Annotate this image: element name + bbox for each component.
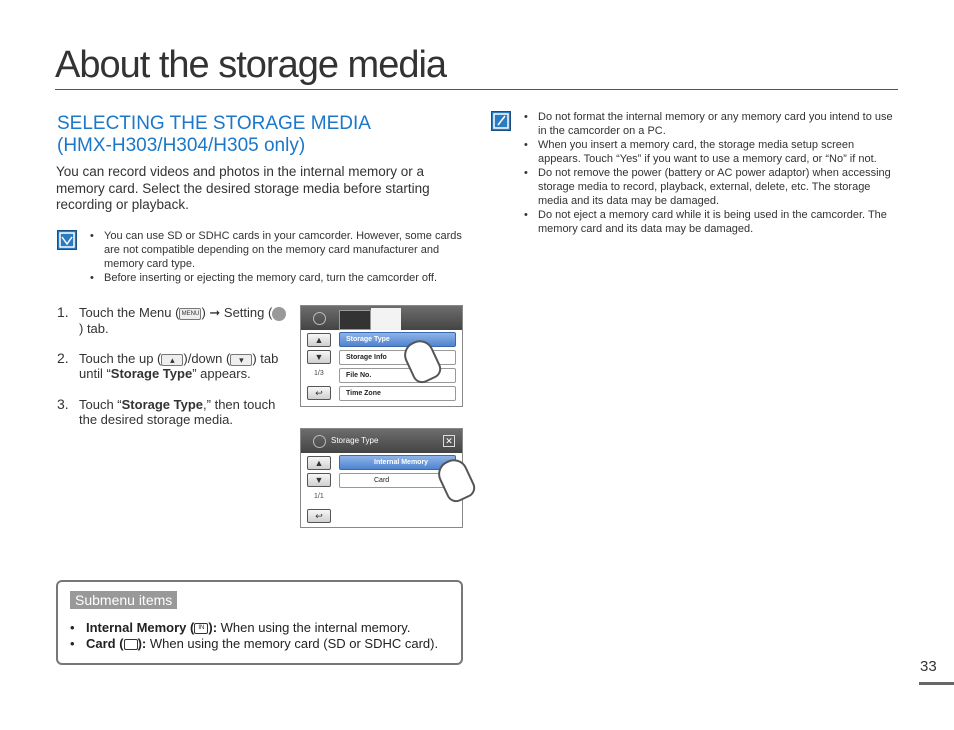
down-arrow-icon <box>230 354 252 366</box>
tab-display[interactable] <box>339 310 371 330</box>
down-arrow-button[interactable]: ▼ <box>307 473 331 487</box>
menu-row-time-zone[interactable]: Time Zone <box>339 386 456 401</box>
title-rule <box>55 89 898 90</box>
card-icon <box>124 639 138 650</box>
note-check-icon <box>57 230 77 250</box>
back-button[interactable]: ↩ <box>307 509 331 523</box>
menu-row-file-no[interactable]: File No. <box>339 368 456 383</box>
step-text: Touch the up (▴ )/down (▾ ) tab until “Storage Type” appears. <box>79 351 289 381</box>
step-number: 2. <box>57 350 69 366</box>
section-heading-line1: SELECTING THE STORAGE MEDIA <box>57 113 371 134</box>
note1-item: • Before inserting or ejecting the memory card, turn the camcorder off. <box>88 271 463 285</box>
close-icon[interactable]: ✕ <box>443 435 455 447</box>
down-arrow-button[interactable]: ▼ <box>307 350 331 364</box>
settings-gear-icon <box>313 312 326 325</box>
menu-icon: MENU <box>179 308 201 320</box>
note1-list <box>88 229 463 285</box>
note1-item: • You can use SD or SDHC cards in your camcorder. However, some cards are not compatible depending on the memory card manufacturer and memory card type. <box>88 229 463 271</box>
settings-gear-icon <box>272 307 286 321</box>
menu-row-storage-type[interactable]: Storage Type <box>339 332 456 347</box>
menu-row-storage-info[interactable]: Storage Info <box>339 350 456 365</box>
page-indicator: 1/1 <box>314 493 324 500</box>
camcorder-screen-storage-type <box>300 428 463 528</box>
section-heading <box>57 113 371 157</box>
step-text: Touch “Storage Type,” then touch the desired storage media. <box>79 397 276 427</box>
up-arrow-button[interactable]: ▲ <box>307 456 331 470</box>
page-number: 33 <box>920 658 937 675</box>
internal-memory-icon: IN <box>194 623 208 634</box>
submenu-list <box>70 620 438 652</box>
note-pencil-icon <box>491 111 511 131</box>
submenu-item-internal-memory: • Internal Memory ( IN ): When using the internal memory. <box>70 620 438 636</box>
page-indicator: 1/3 <box>314 370 324 377</box>
tab-settings[interactable] <box>371 308 401 330</box>
step-number: 3. <box>57 396 69 412</box>
up-arrow-icon <box>161 354 183 366</box>
step-text: Touch the Menu ( MENU ) ➞ Setting () tab. <box>79 305 289 336</box>
settings-gear-icon <box>313 435 326 448</box>
note2-item: • Do not remove the power (battery or AC power adaptor) when accessing storage media to record, playback, external, delete, etc. The storage media and its data may be damaged. <box>522 166 896 208</box>
note2-item: • Do not eject a memory card while it is being used in the camcorder. The memory card and its data may be damaged. <box>522 208 896 236</box>
screen-title: Storage Type <box>331 436 379 445</box>
page-number-bar <box>919 682 954 685</box>
page-title: About the storage media <box>55 44 447 86</box>
camcorder-screen-settings <box>300 305 463 407</box>
option-internal-memory[interactable]: Internal Memory <box>339 455 456 470</box>
submenu-tag: Submenu items <box>70 591 177 609</box>
note2-item: • When you insert a memory card, the storage media setup screen appears. Touch “Yes” if you want to use a memory card, or “No” if not. <box>522 138 896 166</box>
note2-item: • Do not format the internal memory or any memory card you intend to use in the camcorder on a PC. <box>522 110 896 138</box>
step-number: 1. <box>57 304 69 320</box>
intro-text: You can record videos and photos in the internal memory or a memory card. Select the desired storage media before starting recording or playback. <box>56 164 430 212</box>
note2-list <box>522 110 896 236</box>
up-arrow-button[interactable]: ▲ <box>307 333 331 347</box>
submenu-item-card: • Card ( ): When using the memory card (SD or SDHC card). <box>70 636 438 652</box>
option-card[interactable]: Card <box>339 473 456 488</box>
section-heading-line2: (HMX-H303/H304/H305 only) <box>57 135 306 156</box>
back-button[interactable]: ↩ <box>307 386 331 400</box>
